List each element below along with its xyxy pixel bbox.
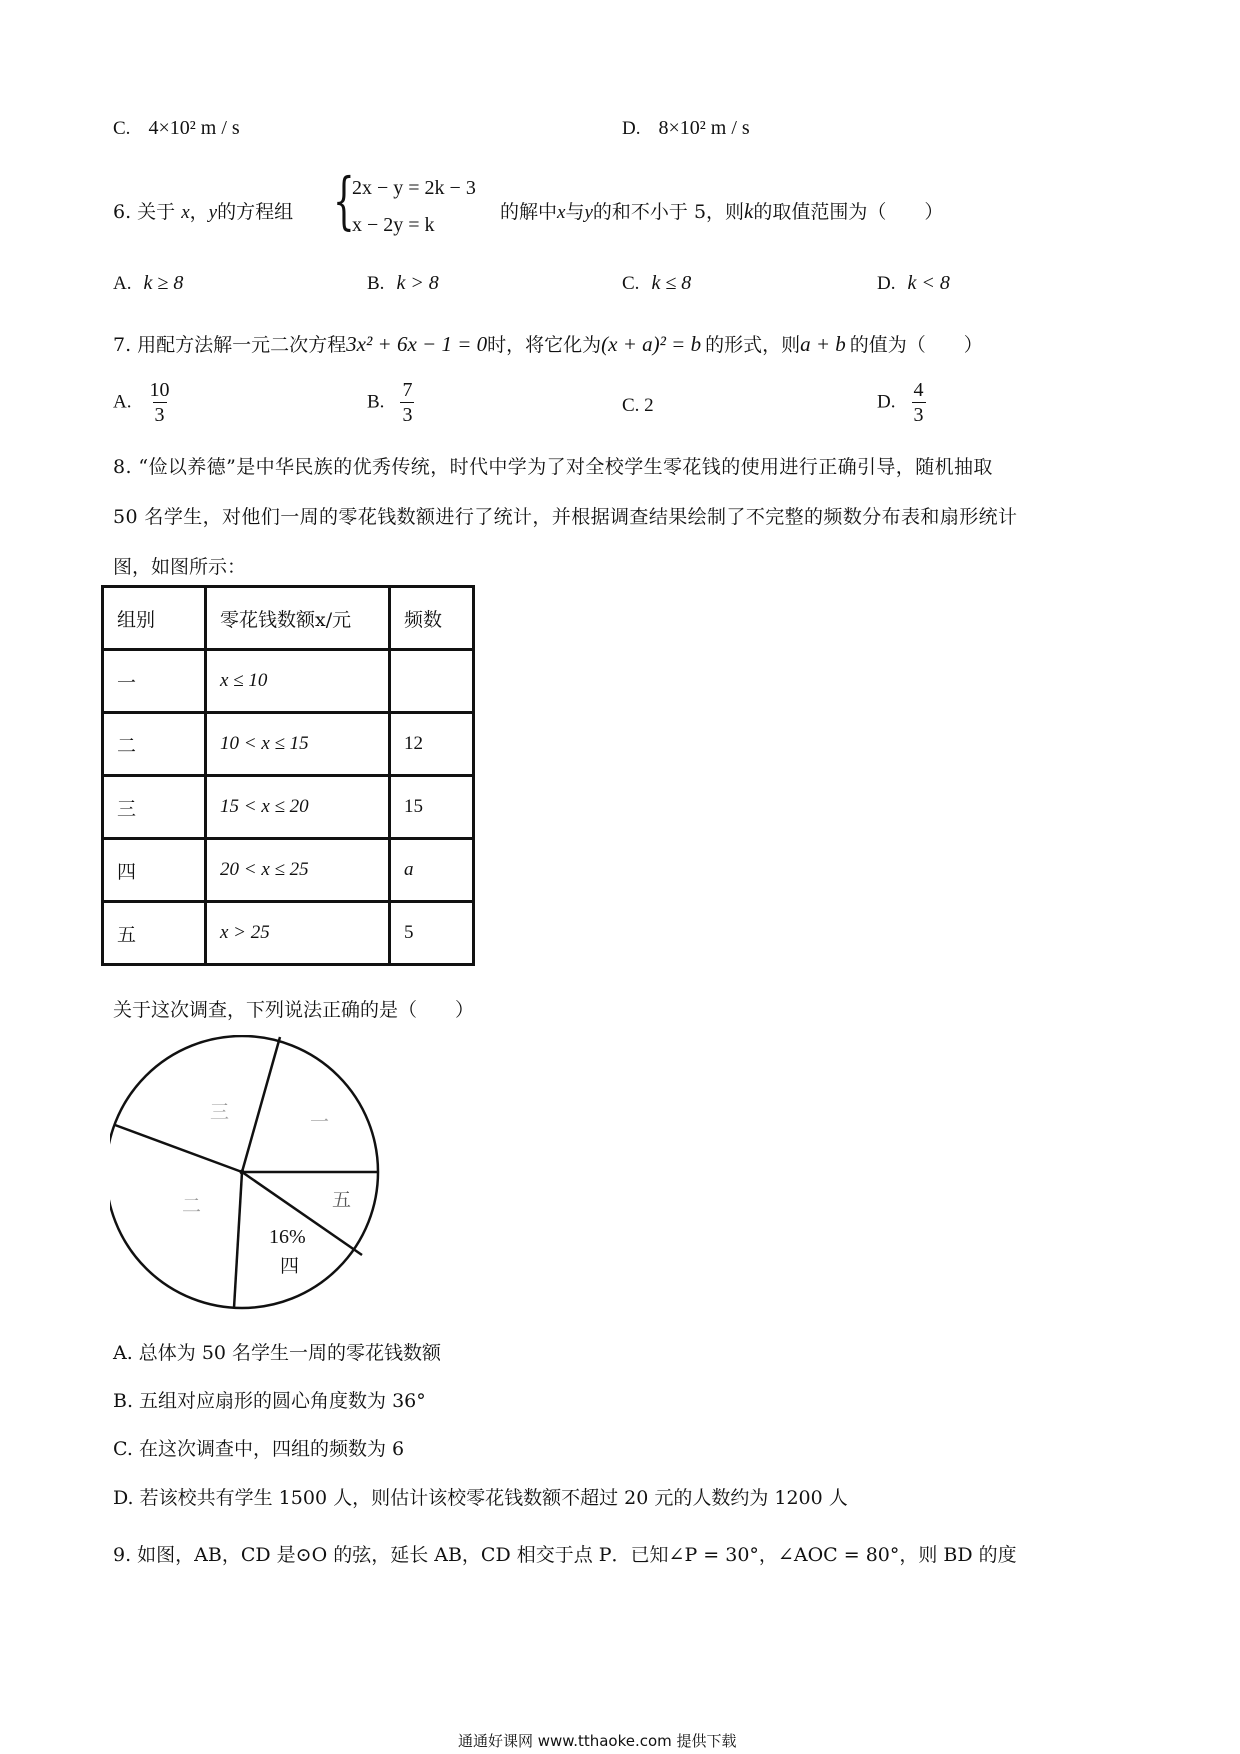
q8-option-b: B. 五组对应扇形的圆心角度数为 36° xyxy=(113,1390,426,1412)
table-cell: a xyxy=(390,839,474,902)
q6-stem xyxy=(113,197,293,224)
q5-option-d-label: D. xyxy=(622,118,641,139)
q9-stem: 9. 如图，AB，CD 是⊙O 的弦，延长 AB，CD 相交于点 P．已知∠P = 30°，∠AOC = 80°，则 BD 的度 xyxy=(113,1544,1017,1566)
q7-option-a: A. $\frac{10}{3}$ xyxy=(113,379,170,426)
pie-label-wu: 五 xyxy=(332,1189,352,1211)
table-header: 零花钱数额x/元 xyxy=(206,587,390,650)
q6-option-c: C. k ≤ 8 xyxy=(622,272,692,294)
table-cell: 15 xyxy=(390,776,474,839)
q6-k: k xyxy=(744,199,754,223)
q7-option-d-num: 4 xyxy=(913,379,924,401)
table-cell: 12 xyxy=(390,713,474,776)
q8-line3: 图，如图所示： xyxy=(113,556,247,578)
q6-option-b-value: k > 8 xyxy=(396,272,439,294)
frequency-table xyxy=(101,585,475,966)
q7-equation: 3x² + 6x − 1 = 0 xyxy=(346,332,488,356)
q6-tail1: 的解中 xyxy=(500,201,558,223)
table-cell: 5 xyxy=(390,902,474,965)
pie-label-si: 四 xyxy=(280,1255,300,1277)
table-row xyxy=(103,839,474,902)
q6-var-y: y xyxy=(208,202,218,223)
q6-var-x: x xyxy=(181,202,190,223)
q5-option-c xyxy=(113,117,240,140)
q6-y2: y xyxy=(584,202,593,223)
q6-eq2: x − 2y = k xyxy=(352,214,435,236)
q6-mid: 的方程组 xyxy=(217,201,294,223)
q8-question: 关于这次调查，下列说法正确的是（ ） xyxy=(113,999,475,1021)
q7-expr: a + b xyxy=(800,332,846,356)
table-cell: 10 < x ≤ 15 xyxy=(206,713,390,776)
q7-option-d-den: 3 xyxy=(913,404,924,426)
pie-chart xyxy=(110,1035,400,1315)
table-cell: 15 < x ≤ 20 xyxy=(206,776,390,839)
q7-option-b-fraction xyxy=(400,378,414,427)
table-cell: 三 xyxy=(103,776,206,839)
table-row xyxy=(103,902,474,965)
q7-option-b: B. $\frac{7}{3}$ xyxy=(367,379,413,426)
q8-line1: 8. “俭以养德”是中华民族的优秀传统，时代中学为了对全校学生零花钱的使用进行正确引导，随机抽取 xyxy=(113,456,993,478)
table-cell: x > 25 xyxy=(206,902,390,965)
pie-sector-line xyxy=(242,1037,280,1172)
q7-mid: 时，将它化为 xyxy=(487,334,602,356)
q7-tail2: 的值为（ ） xyxy=(849,334,983,356)
table-row xyxy=(103,650,474,713)
page-footer: 通通好课网 www.tthaoke.com 提供下载 xyxy=(458,1732,737,1750)
q5-option-d-value: 8×10² m / s xyxy=(658,117,750,139)
q7-stem xyxy=(113,330,983,357)
table-header: 频数 xyxy=(390,587,474,650)
table-cell: 四 xyxy=(103,839,206,902)
table-cell: 五 xyxy=(103,902,206,965)
q7-option-b-den: 3 xyxy=(402,404,413,426)
table-cell: 20 < x ≤ 25 xyxy=(206,839,390,902)
table-header: 组别 xyxy=(103,587,206,650)
pie-sector-line xyxy=(234,1172,242,1308)
table-cell: 二 xyxy=(103,713,206,776)
q6-and: 与 xyxy=(565,201,585,223)
table-cell: x ≤ 10 xyxy=(206,650,390,713)
pie-label-er: 二 xyxy=(182,1195,202,1217)
pie-label-pct: 16% xyxy=(269,1226,306,1248)
q6-option-a: A. k ≥ 8 xyxy=(113,272,184,294)
q6-prefix: 6. 关于 xyxy=(113,201,176,223)
q7-option-a-num: 10 xyxy=(149,379,170,401)
q6-option-c-value: k ≤ 8 xyxy=(651,272,692,294)
pie-label-san: 三 xyxy=(210,1101,230,1123)
q7-option-d: D. $\frac{4}{3}$ xyxy=(877,379,924,426)
table-header-row xyxy=(103,587,474,650)
q8-option-c: C. 在这次调查中，四组的频数为 6 xyxy=(113,1438,405,1460)
q5-option-c-label: C. xyxy=(113,118,131,139)
table-row xyxy=(103,776,474,839)
q6-option-d: D. k < 8 xyxy=(877,272,950,294)
q7-prefix: 7. 用配方法解一元二次方程 xyxy=(113,334,347,356)
q8-option-d: D. 若该校共有学生 1500 人，则估计该校零花钱数额不超过 20 元的人数约为 1200 人 xyxy=(113,1487,848,1509)
q7-option-a-fraction xyxy=(148,378,172,427)
q7-option-a-den: 3 xyxy=(154,404,165,426)
q7-option-c: C. 2 xyxy=(622,395,654,416)
q6-option-a-value: k ≥ 8 xyxy=(143,272,184,294)
q8-line2: 50 名学生，对他们一周的零花钱数额进行了统计，并根据调查结果绘制了不完整的频数分布表和扇形统计 xyxy=(113,506,1018,528)
q6-option-d-value: k < 8 xyxy=(907,272,950,294)
pie-sector-line xyxy=(115,1125,242,1172)
q5-option-c-value: 4×10² m / s xyxy=(148,117,240,139)
q7-option-b-num: 7 xyxy=(402,379,413,401)
q6-option-b: B. k > 8 xyxy=(367,272,439,294)
q5-option-d xyxy=(622,117,750,140)
q6-eq1: 2x − y = 2k − 3 xyxy=(352,177,476,199)
q7-option-d-fraction xyxy=(912,378,926,427)
q6-tail2: 的和不小于 5，则 xyxy=(592,201,745,223)
q7-tail1: 的形式，则 xyxy=(705,334,801,356)
q6-x2: x xyxy=(557,202,566,223)
q7-form: (x + a)² = b xyxy=(601,332,702,356)
pie-center xyxy=(240,1170,245,1175)
q8-option-a: A. 总体为 50 名学生一周的零花钱数额 xyxy=(113,1342,442,1364)
q6-brace: { xyxy=(333,164,355,237)
table-row xyxy=(103,713,474,776)
q6-tail3: 的取值范围为（ ） xyxy=(753,201,944,223)
q6-stem-tail xyxy=(500,197,943,224)
pie-label-yi: 一 xyxy=(310,1111,330,1133)
table-cell xyxy=(390,650,474,713)
q6-sep: ， xyxy=(189,201,209,223)
table-cell: 一 xyxy=(103,650,206,713)
